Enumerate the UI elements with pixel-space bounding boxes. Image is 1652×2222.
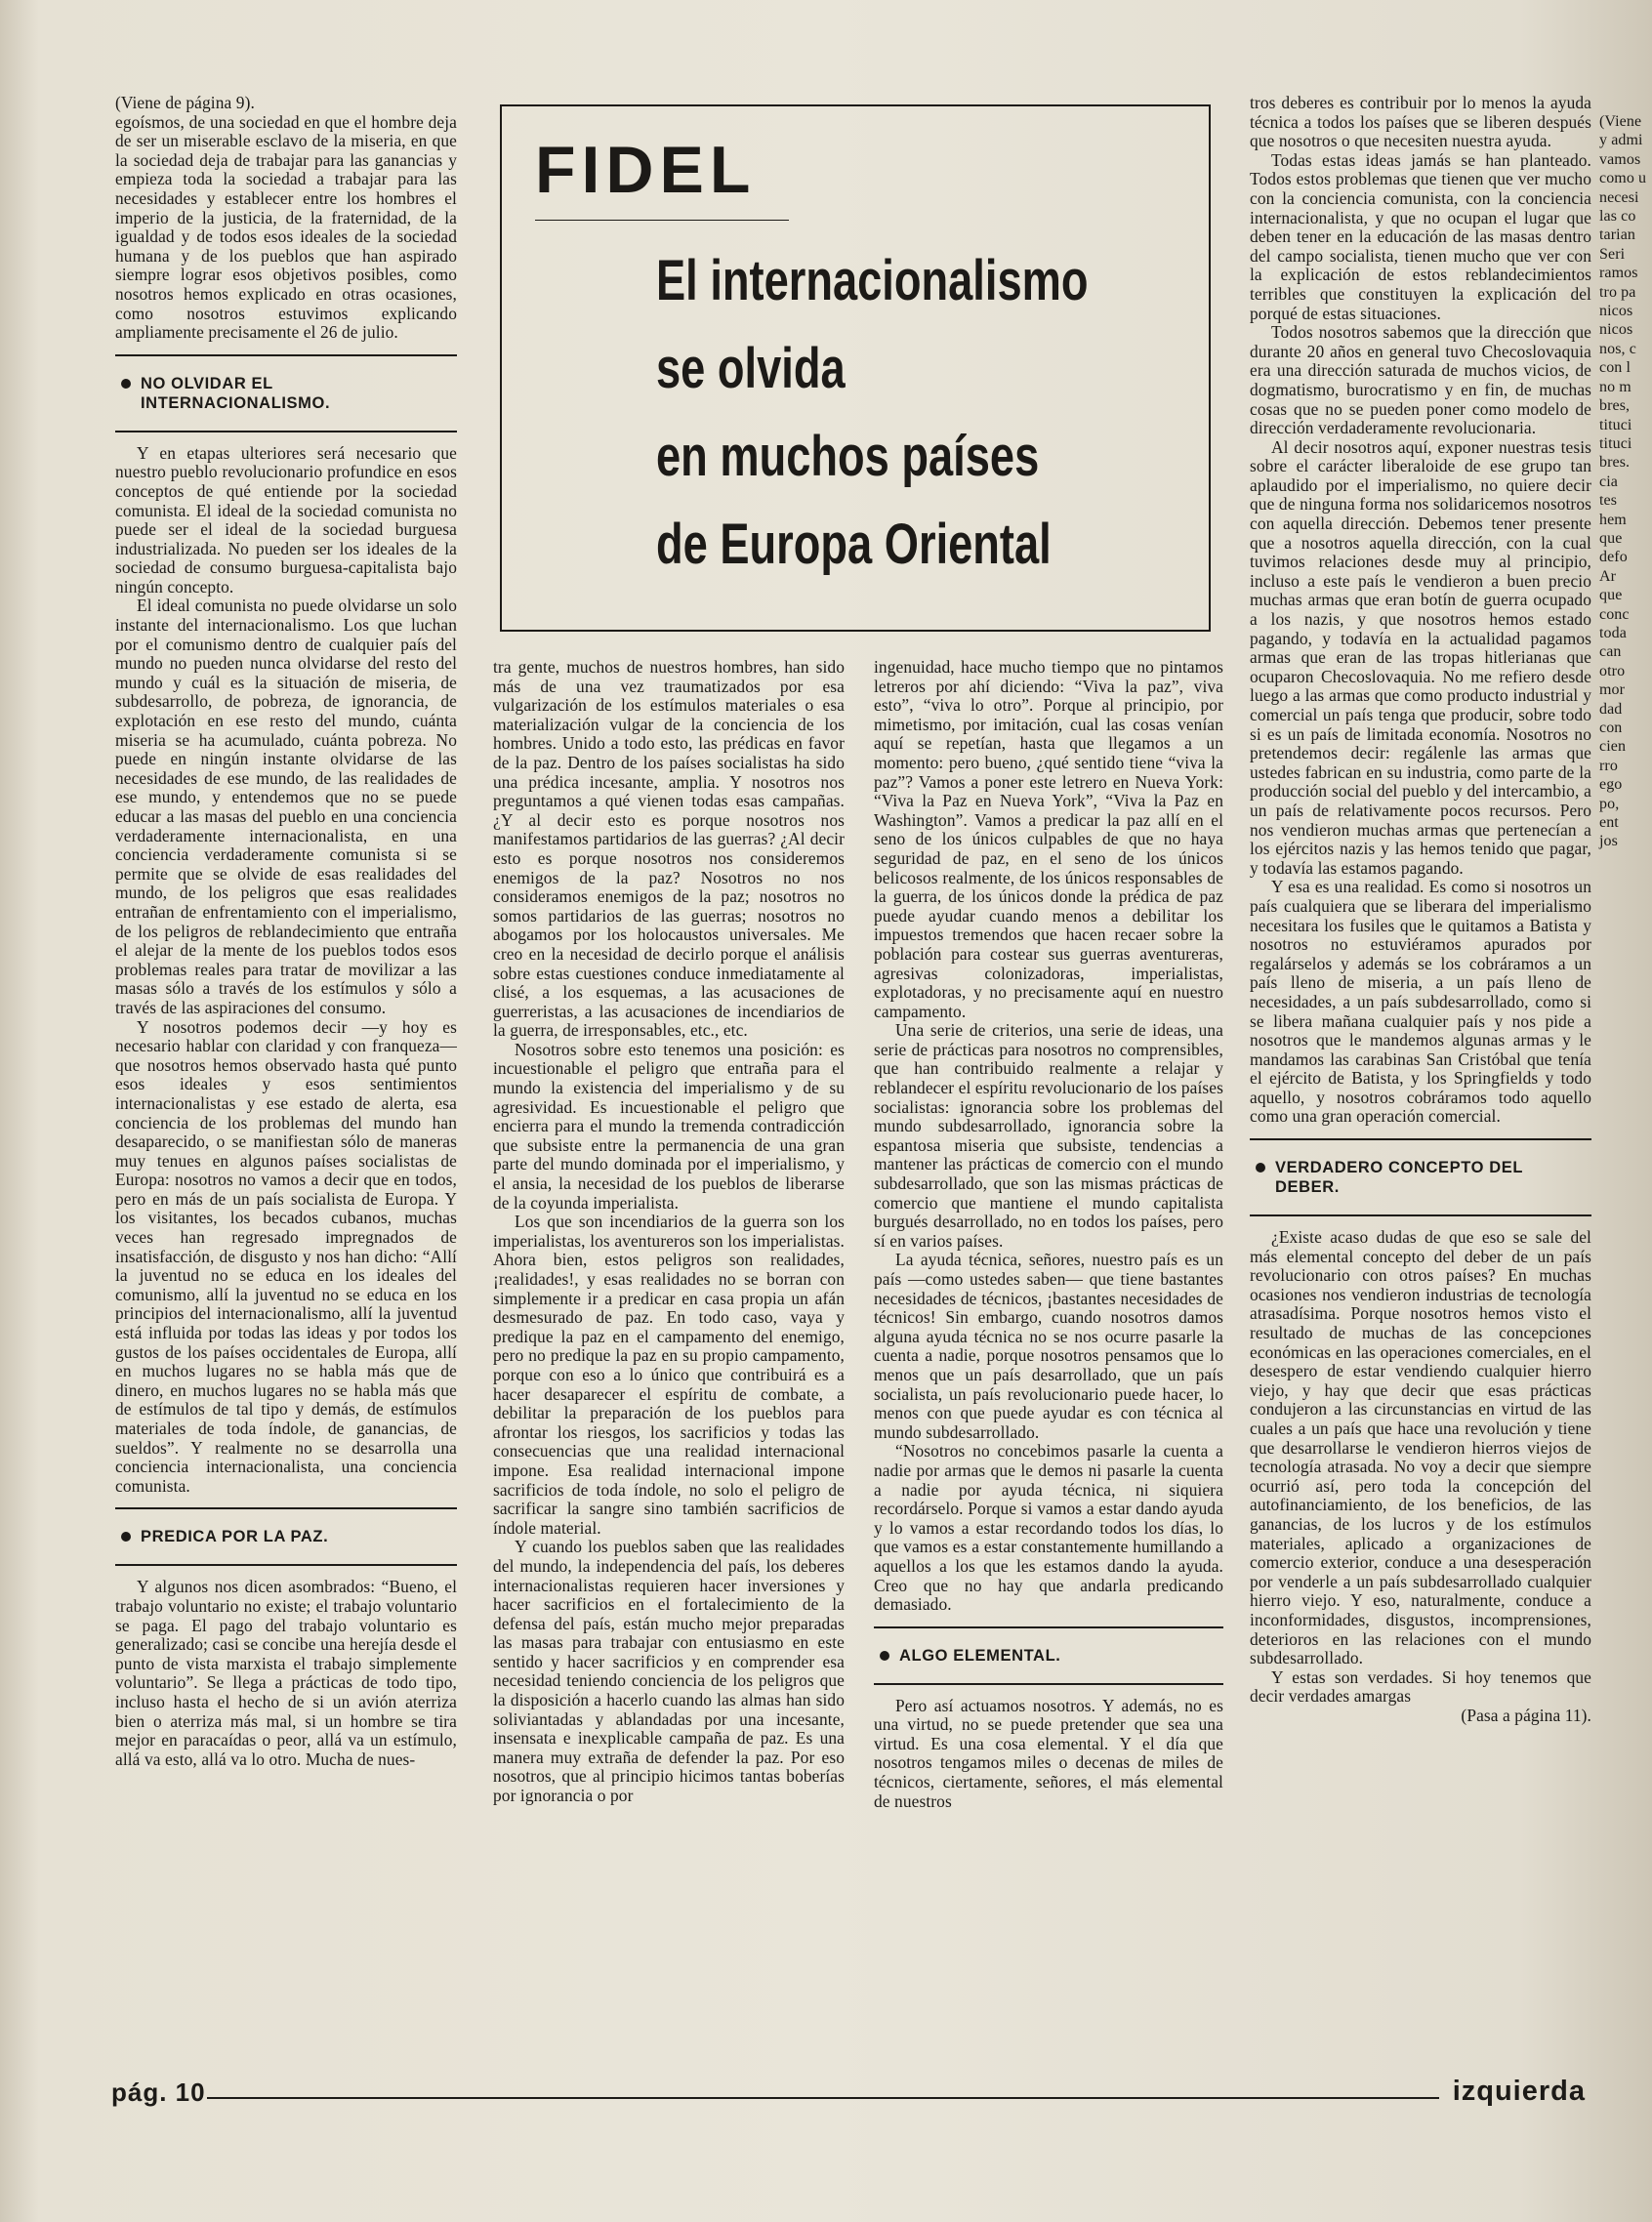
page-footer [111, 2078, 1586, 2117]
paragraph: ingenuidad, hace mucho tiempo que no pintamos letreros por ahí diciendo: “Viva la paz”, viva esto”, “viva lo otro”. Porque al principio, por mimetismo, por imitación, cual las cosas venían aquí se repetían, hasta que llegamos a un momento: pero bueno, ¿qué sentido tiene “viva la paz”? Vamos a poner este letrero en Nueva York: “Viva la Paz en Nueva York”, “Viva la Paz en Washington”. Vamos a predicar la paz allí en el seno de los únicos culpables de que no haya seguridad de paz, en el seno de los únicos belicosos realmente, de los únicos responsables de la guerra, de los únicos donde la prédica de paz puede ayudar cuando menos a debilitar los impuestos tremendos que hacen recaer sobre la población para costear sus guerras aventureras, agresivas colonizadoras, imperialistas, explotadoras, y no precisamente aquí en nuestro campamento. [874, 657, 1223, 1021]
fragment-line: y admi [1599, 132, 1643, 149]
headline-line: de Europa Oriental [656, 513, 1052, 576]
paragraph: egoísmos, de una sociedad en que el hombre deja de ser un miserable esclavo de la miseria, en que la sociedad deja de trabajar para las ganancias y empieza toda la sociedad a trabajar para las necesidades y establecer entre los hombres el imperio de la justicia, de la fraternidad, de la igualdad y de todos esos ideales de la sociedad humana y de los pueblos que han aspirado siempre lograr esos objetivos posibles, como nosotros hemos explicado en otras ocasiones, como nosotros estuvimos explicando ampliamente precisamente el 26 de julio. [115, 111, 457, 343]
kicker-rule [535, 220, 789, 221]
paragraph: Pero así actuamos nosotros. Y además, no es una virtud, no se puede pretender que sea una virtud. Es una cosa elemental. Y el día que nosotros tengamos miles o decenas de miles de técnicos, ciertamente, señores, el más elemental de nuestros [874, 1695, 1223, 1811]
fragment-line: conc [1599, 605, 1630, 623]
paragraph: Todas estas ideas jamás se han planteado. Todos estos problemas que tienen que ver mucho con la conciencia comunista, con la conciencia internacionalista, y que no ocupan el lugar que deben tener en la educación de las masas dentro del campo socialista, tienen mucho que ver con la explicación de estos reblandecimientos terribles que constituyen la explicación del porqué de estas situaciones. [1250, 149, 1591, 323]
column-1 [115, 94, 457, 1769]
divider [874, 1683, 1223, 1685]
paragraph: Al decir nosotros aquí, exponer nuestras tesis sobre el carácter liberaloide de ese grupo tan aplaudido por el imperialismo, no quiere decir que de ninguna forma nos solidaricemos nosotros con aquella dirección. Debemos tener presente que a nosotros aquella dirección, con la cual tuvimos relaciones desde muy al principio, incluso a este país le vendieron a buen precio muchas armas que eran botín de guerra ocupado a los nazis, y que nosotros hemos estado pagando, y todavía en la actualidad pagamos armas que eran de las tropas hitlerianas que ocuparon Checoslovaquia. No me refiero desde luego a las armas que como producto industrial y comercial un país tenga que producir, sobre todo si es un país de limitada economía. Nosotros no pretendemos decir: regálenle las armas que ustedes fabrican en su industria, como parte de la producción social del pueblo y del intercambio, a un país de relativamente pocos recursos. Pero nos vendieron muchas armas que pertenecían a los ejércitos nazis y las hemos tenido que pagar, y todavía las estamos pagando. [1250, 436, 1591, 878]
paragraph: Y en etapas ulteriores será necesario que nuestro pueblo revolucionario profundice en esos conceptos de qué entiende por la sociedad comunista. El ideal de la sociedad comunista no puede ser el ideal de la sociedad burguesa industrializada. No pueden ser los ideales de la sociedad de consumo burguesa-capitalista bajo ningún concepto. [115, 442, 457, 597]
fragment-line: po, [1599, 795, 1620, 812]
fragment-line: nicos [1599, 303, 1633, 320]
section-heading-text: VERDADERO CONCEPTO DEL DEBER. [1275, 1159, 1523, 1197]
paragraph: Y nosotros podemos decir —y hoy es necesario hablar con claridad y con franqueza— que nosotros hemos observado hasta qué punto esos ideales y esos sentimientos internacionalistas y ese estado de alerta, esa conciencia de los problemas del mundo han desaparecido, o se manifiestan sólo de maneras muy tenues en algunos países socialistas de Europa: nosotros no vamos a decir que en todos, pero en más de un país socialista de Europa. Y los visitantes, los becados cubanos, muchas veces han regresado impregnados de insatisfacción, de disgusto y nos han dicho: “Allí la juventud no se educa en los ideales del comunismo, allí la juventud no se educa en los principios del internacionalismo, allí la juventud está influida por todas las ideas y por todos los gustos de los países occidentales de Europa, allí en muchos lugares no se habla más que de dinero, en muchos lugares no se habla más que de estímulos de tal tipo y demás, de estímulos materiales de toda índole, de ganancias, de sueldos”. Y realmente no se desarrolla una conciencia internacionalista, una conciencia comunista. [115, 1016, 457, 1496]
paragraph: Una serie de criterios, una serie de ideas, una serie de prácticas para nosotros no comprensibles, que han contribuido realmente a relajar y reblandecer el espíritu revolucionario de los países socialistas: ignorancia sobre los problemas del mundo subdesarrollado, ignorancia sobre la espantosa miseria que subsiste, tendencias a mantener las prácticas de comercio con el mundo subdesarrollado, que son las mismas prácticas de comercio que mantiene el mundo capitalista burgués desarrollado, no en todos los países, pero sí en varios países. [874, 1020, 1223, 1251]
fragment-line: rro [1599, 757, 1618, 774]
fragment-line: otro [1599, 662, 1626, 679]
paragraph: tra gente, muchos de nuestros hombres, han sido más de una vez traumatizados por esa vulgarización de los estímulos materiales o esa materialización vulgar de la conciencia de los hombres. Unido a todo esto, las prédicas en favor de la paz. Dentro de los países socialistas ha sido una prédica incesante, amplia. Y nosotros nos preguntamos a qué vienen todas esas campañas. ¿Y al decir esto es porque nosotros nos manifestamos partidarios de las guerras? ¿Al decir esto es porque nosotros nos consideremos enemigos de la paz? Nosotros no nos consideramos enemigos de la paz; nosotros no somos partidarios de las guerras; nosotros no abogamos por los holocaustos universales. Me creo en la necesidad de decirlo porque el análisis sobre estas cuestiones conduce inmediatamente al clisé, a los esquemas, a las acusaciones de guerreristas, a las acusaciones de incendiarios de la guerra, de irresponsables, etc., etc. [493, 657, 845, 1041]
paragraph: Y cuando los pueblos saben que las realidades del mundo, la independencia del país, los deberes internacionalistas requieren hacer inversiones y hacer sacrificios en el fortalecimiento de la defensa del país, están mucho mejor preparadas las masas para trabajar con entusiasmo en este sentido y hacer sacrificios y en comprender esa necesidad teniendo conciencia de los peligros que la disposición a hacerlo cuando las almas han sido soliviantadas y ablandadas por una incesante, insensata e inexplicable campaña de paz. Es una manera muy extraña de defender la paz. Por eso nosotros, que al principio hicimos tantas boberías por ignorancia o por [493, 1537, 845, 1806]
fragment-line: cien [1599, 738, 1627, 756]
paragraph: Nosotros sobre esto tenemos una posición: es incuestionable el peligro que entraña para el mundo la existencia del imperialismo y de su agresividad. Es incuestionable el peligro que encierra para el mundo la tremenda contradicción que subsiste entre la permanencia de una gran parte del mundo dominada por el imperialismo, y el ansia, la necesidad de los pueblos de liberarse de la coyunda imperialista. [493, 1039, 845, 1213]
headline-line: en muchos países [656, 425, 1040, 488]
column-5-cropped [1599, 112, 1652, 851]
paragraph: Y esa es una realidad. Es como si nosotros un país cualquiera que se liberara del imperialismo necesitara los fusiles que le quitamos a Batista y nosotros no estuviéramos apurados por regalárselos y además se los cobráramos a un país lleno de miseria, a un país lleno de necesidades, a un país subdesarrollado, como si se libera mañana cualquier país y nos pide a nosotros que le mandemos algunas armas y le mandamos las carabinas San Cristóbal que tenía el ejército de Batista, y los Springfields y todo aquello, y nosotros cobráramos todo aquello como una gran operación comercial. [1250, 877, 1591, 1127]
fragment-line: ego [1599, 776, 1623, 794]
fragment-line: (Viene [1599, 113, 1642, 130]
bullet-icon [1256, 1163, 1265, 1173]
paragraph: Y estas son verdades. Si hoy tenemos que decir verdades amargas [1250, 1666, 1591, 1707]
bullet-icon [880, 1651, 889, 1661]
fragment-line: que [1599, 529, 1623, 547]
fragment-line: dad [1599, 700, 1623, 718]
fragment-line: bres, [1599, 397, 1631, 415]
headline-line: El internacionalismo [656, 249, 1089, 312]
divider [115, 1564, 457, 1566]
headline-line: se olvida [656, 337, 846, 400]
fragment-line: tarian [1599, 226, 1636, 244]
paragraph: Y algunos nos dicen asombrados: “Bueno, el trabajo voluntario no existe; el trabajo voluntario se paga. El pago del trabajo voluntario es generalizado; casi se concibe una herejía desde el punto de vista marxista el trabajo simplemente voluntario”. Se llega a prácticas de todo tipo, incluso hasta el hecho de si un avión aterriza bien o aterriza más mal, si un hombre se tira mejor en paracaídas o peor, allá va un estímulo, allá va esto, allá va lo otro. Mucha de nues- [115, 1577, 457, 1769]
section-heading-text: NO OLVIDAR EL INTERNACIONALISMO. [141, 374, 331, 412]
column-2 [493, 658, 845, 1806]
headline-box [500, 104, 1211, 632]
fragment-line: Seri [1599, 245, 1626, 263]
section-heading [115, 368, 457, 419]
bullet-icon [121, 1532, 131, 1542]
paragraph: Los que son incendiarios de la guerra son los imperialistas, los aventureros son los imperialistas. Ahora bien, estos peligros son realidades, ¡realidades!, y esas realidades no se borran con simplemente ir a predicar en casa propia un afán desmesurado de paz. En todo caso, vaya y predique la paz en el campamento del enemigo, pero no predique la paz en su propio campamento, porque con eso a lo único que contribuirá es a hacer desaparecer el espíritu de combate, a debilitar la preparación de los pueblos para afrontar los riesgos, los sacrificios y todas las consecuencias que una realidad internacional impone. Esa realidad internacional impone sacrificios de toda índole, no solo el peligro de sacrificar la sangre sino también sacrificios de índole material. [493, 1212, 845, 1538]
fragment-line: cia [1599, 473, 1618, 490]
fragment-line: tro pa [1599, 283, 1636, 301]
fragment-line: can [1599, 643, 1622, 661]
fragment-line: que [1599, 587, 1623, 604]
fragment-line: toda [1599, 624, 1627, 641]
headline [656, 237, 1089, 589]
fragment-line: las co [1599, 208, 1636, 226]
divider [874, 1626, 1223, 1628]
column-4 [1250, 94, 1591, 1726]
continued-to: (Pasa a página 11). [1461, 1705, 1591, 1725]
fragment-line: Ar [1599, 567, 1617, 585]
fragment-line: tituci [1599, 416, 1632, 433]
paragraph: La ayuda técnica, señores, nuestro país es un país —como ustedes saben— que tiene bastantes necesidades de técnicos, ¡bastantes necesidades de técnicos! Sin embargo, cuando nosotros damos alguna ayuda técnica no se nos ocurre pasarle la cuenta a nadie, porque nosotros pensamos que lo menos que un país desarrollado, que un país socialista, un país revolucionario puede hacer, lo menos con que puede ayudar es con técnica al mundo subdesarrollado. [874, 1250, 1223, 1442]
footer-rule [207, 2097, 1439, 2099]
paragraph: “Nosotros no concebimos pasarle la cuenta a nadie por armas que le demos ni pasarle la cuenta a nadie por ayuda técnica, ni siquiera recordárselo. Porque si vamos a estar dando ayuda y lo vamos a estar recordando todos los días, lo que vamos es a estar constantemente humillando a aquellos a los que les estamos dando la ayuda. Creo que no hay que andarla predicando demasiado. [874, 1441, 1223, 1615]
fragment-line: como u [1599, 170, 1647, 187]
section-heading-text: ALGO ELEMENTAL. [899, 1646, 1061, 1665]
page-number: pág. 10 [111, 2078, 206, 2107]
fragment-line: mor [1599, 681, 1626, 699]
fragment-line: ramos [1599, 265, 1638, 282]
bullet-icon [121, 379, 131, 389]
fragment-line: hem [1599, 511, 1627, 528]
divider [1250, 1214, 1591, 1216]
column-3 [874, 658, 1223, 1811]
continued-from: (Viene de página 9). [115, 93, 255, 112]
fragment-line: no m [1599, 378, 1631, 395]
divider [1250, 1138, 1591, 1140]
fragment-line: ent [1599, 814, 1619, 832]
fragment-line: con l [1599, 359, 1631, 377]
fragment-line: con [1599, 720, 1623, 736]
paragraph: Todos nosotros sabemos que la dirección que durante 20 años en general tuvo Checoslovaquia era una dirección saturada de muchos vicios, de dogmatismo, burocratismo y en fin, de muchas cosas que no se pueden poner como modelo de dirección verdaderamente revolucionaria. [1250, 322, 1591, 438]
paragraph: tros deberes es contribuir por lo menos la ayuda técnica a todos los países que se liberen después que nosotros o que necesiten nuestra ayuda. [1250, 93, 1591, 151]
fragment-line: tes [1599, 492, 1618, 510]
fragment-line: nos, c [1599, 340, 1636, 357]
paragraph: El ideal comunista no puede olvidarse un solo instante del internacionalismo. Los que luchan por el comunismo dentro de cualquier país del mundo no pueden nunca olvidarse del resto del mundo y cuál es la situación de miseria, de subdesarrollo, de pobreza, de ignorancia, de explotación en ese resto del mundo, cuánta miseria se ha acumulado, cuánta pobreza. No puede en ningún instante olvidarse de las necesidades de ese mundo, de las realidades de ese mundo, y entendemos que no se puede educar a las masas del pueblo en una conciencia verdaderamente internacionalista, en una conciencia verdaderamente comunista si se permite que se olvide de esas realidades del mundo, de los peligros que esas realidades entrañan de enfrentamiento con el imperialismo, de los peligros de reblandecimiento que entraña el alejar de la mente de los pueblos todos esos problemas reales para tratar de movilizar a las masas sólo a través de los estímulos y sólo a través de las aspiraciones del consumo. [115, 596, 457, 1017]
kicker: FIDEL [535, 133, 757, 207]
divider [115, 354, 457, 356]
fragment-line: vamos [1599, 150, 1641, 168]
fragment-line: jos [1599, 833, 1618, 850]
divider [115, 1507, 457, 1509]
fragment-line: defo [1599, 549, 1628, 566]
section-heading [1250, 1152, 1591, 1203]
section-heading [115, 1521, 457, 1552]
fragment-line: necesi [1599, 188, 1639, 206]
fragment-line: nicos [1599, 321, 1633, 339]
fragment-line: tituci [1599, 434, 1632, 452]
section-heading [874, 1640, 1223, 1671]
fragment-line: bres. [1599, 454, 1631, 472]
divider [115, 431, 457, 432]
publication-name: izquierda [1452, 2076, 1586, 2107]
paragraph: ¿Existe acaso dudas de que eso se sale del más elemental concepto del deber de un país revolucionario con otros países? En muchas ocasiones nos vendieron industrias de tecnología atrasadísima. Porque nosotros hemos visto el resultado de muchas de las concepciones económicas en las operaciones comerciales, en el desespero de estar vendiendo cualquier hierro viejo, y hay que decir que esas prácticas condujeron a las circunstancias en virtud de las cuales a un país que hace una revolución y tiene que desarrollarse le vendieron hierros viejos de tecnología atrasada. No voy a decir que siempre ocurrió así, pero toda la concepción del autofinanciamiento, de los beneficios, de las ganancias, de los lucros y de los estímulos materiales, aplicado a organizaciones de comercio exterior, conduce a una desesperación por venderle a un país subdesarrollado cualquier hierro viejo. Y eso, naturalmente, conduce a inconformidades, disgustos, incomprensiones, deterioros en las relaciones con el mundo subdesarrollado. [1250, 1227, 1591, 1668]
section-heading-text: PREDICA POR LA PAZ. [141, 1528, 329, 1546]
